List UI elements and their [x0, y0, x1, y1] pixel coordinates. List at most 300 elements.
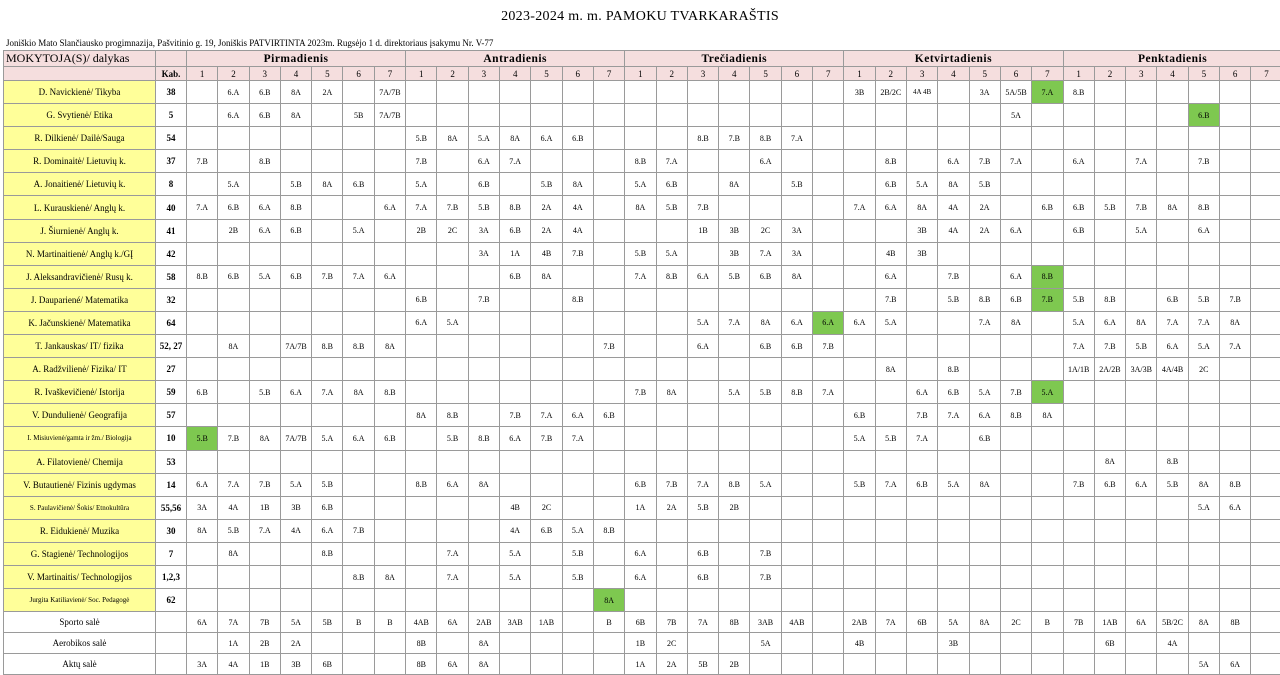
- lesson-cell: 7.A: [1032, 81, 1063, 104]
- lesson-cell: [468, 565, 499, 588]
- lesson-cell: [1094, 404, 1125, 427]
- lesson-cell: [719, 589, 750, 612]
- lesson-cell: [969, 565, 1000, 588]
- lesson-cell: [218, 589, 249, 612]
- hall-name: Sporto salė: [4, 612, 156, 633]
- lesson-cell: 5.B: [844, 473, 875, 496]
- period-number: 7: [1032, 67, 1063, 81]
- lesson-cell: [280, 565, 311, 588]
- lesson-cell: [437, 358, 468, 381]
- room-number: 27: [156, 358, 187, 381]
- lesson-cell: 5.B: [249, 381, 280, 404]
- lesson-cell: [1094, 219, 1125, 242]
- lesson-cell: [1126, 404, 1157, 427]
- lesson-cell: 1A: [625, 496, 656, 519]
- lesson-cell: [374, 496, 405, 519]
- lesson-cell: [1188, 81, 1219, 104]
- day-header: Trečiadienis: [625, 51, 844, 67]
- lesson-cell: 5.B: [218, 519, 249, 542]
- lesson-cell: [687, 173, 718, 196]
- lesson-cell: 7.B: [562, 242, 593, 265]
- lesson-cell: [1220, 242, 1251, 265]
- lesson-cell: 2A: [312, 81, 343, 104]
- lesson-cell: 1AB: [1094, 612, 1125, 633]
- teacher-row: [4, 196, 1280, 219]
- lesson-cell: 7A/7B: [374, 104, 405, 127]
- lesson-cell: 7.B: [719, 127, 750, 150]
- lesson-cell: [312, 589, 343, 612]
- lesson-cell: [1032, 473, 1063, 496]
- lesson-cell: 5.B: [437, 427, 468, 450]
- lesson-cell: [531, 381, 562, 404]
- lesson-cell: [1251, 589, 1280, 612]
- lesson-cell: [875, 127, 906, 150]
- lesson-cell: 7.B: [1126, 196, 1157, 219]
- lesson-cell: [374, 311, 405, 334]
- lesson-cell: 6.A: [312, 519, 343, 542]
- lesson-cell: [374, 589, 405, 612]
- lesson-cell: [813, 265, 844, 288]
- lesson-cell: 5.A: [1188, 335, 1219, 358]
- period-number: 5: [1188, 67, 1219, 81]
- lesson-cell: [187, 81, 218, 104]
- teacher-name: I. Misiuvienė/gamta ir žm./ Biologija: [4, 427, 156, 450]
- period-number: 1: [625, 67, 656, 81]
- lesson-cell: [593, 565, 624, 588]
- lesson-cell: [1157, 150, 1188, 173]
- lesson-cell: [844, 565, 875, 588]
- lesson-cell: 6.B: [500, 265, 531, 288]
- lesson-cell: [1094, 104, 1125, 127]
- lesson-cell: [1063, 173, 1094, 196]
- lesson-cell: [813, 173, 844, 196]
- lesson-cell: [1000, 654, 1031, 675]
- period-number: 4: [500, 67, 531, 81]
- lesson-cell: [1157, 427, 1188, 450]
- page-title: 2023-2024 m. m. PAMOKU TVARKARAŠTIS: [0, 9, 1280, 25]
- teacher-name: R. Dominaitė/ Lietuvių k.: [4, 150, 156, 173]
- lesson-cell: 1B: [249, 654, 280, 675]
- lesson-cell: 6.B: [1032, 196, 1063, 219]
- lesson-cell: [218, 565, 249, 588]
- lesson-cell: 3B: [938, 633, 969, 654]
- lesson-cell: 5.A: [500, 565, 531, 588]
- lesson-cell: [844, 496, 875, 519]
- lesson-cell: 5.A: [500, 542, 531, 565]
- lesson-cell: 5.A: [562, 519, 593, 542]
- teacher-row: [4, 288, 1280, 311]
- lesson-cell: [1063, 589, 1094, 612]
- lesson-cell: 5.A: [844, 427, 875, 450]
- lesson-cell: 8.B: [1094, 288, 1125, 311]
- teacher-row: [4, 473, 1280, 496]
- lesson-cell: [437, 335, 468, 358]
- lesson-cell: [625, 288, 656, 311]
- lesson-cell: 6.B: [969, 427, 1000, 450]
- lesson-cell: 3A: [468, 242, 499, 265]
- teacher-row: [4, 265, 1280, 288]
- lesson-cell: 8A: [625, 196, 656, 219]
- lesson-cell: 7.B: [343, 519, 374, 542]
- lesson-cell: 6.A: [406, 311, 437, 334]
- lesson-cell: 8.B: [687, 127, 718, 150]
- lesson-cell: 6.A: [813, 311, 844, 334]
- teacher-row: [4, 450, 1280, 473]
- lesson-cell: 6.A: [249, 196, 280, 219]
- lesson-cell: [593, 265, 624, 288]
- lesson-cell: 1A: [500, 242, 531, 265]
- room-number: 58: [156, 265, 187, 288]
- lesson-cell: 8.B: [1063, 81, 1094, 104]
- lesson-cell: 3B: [719, 242, 750, 265]
- lesson-cell: [1126, 589, 1157, 612]
- period-number: 1: [844, 67, 875, 81]
- lesson-cell: [1251, 381, 1280, 404]
- lesson-cell: 1B: [625, 633, 656, 654]
- lesson-cell: [187, 242, 218, 265]
- lesson-cell: 3B: [906, 242, 937, 265]
- lesson-cell: [562, 612, 593, 633]
- lesson-cell: 6.B: [656, 173, 687, 196]
- lesson-cell: 8A: [1126, 311, 1157, 334]
- lesson-cell: [249, 404, 280, 427]
- lesson-cell: [750, 81, 781, 104]
- lesson-cell: [1063, 519, 1094, 542]
- lesson-cell: [1032, 219, 1063, 242]
- period-number: 5: [312, 67, 343, 81]
- lesson-cell: 6.A: [280, 381, 311, 404]
- lesson-cell: [969, 654, 1000, 675]
- lesson-cell: 6.B: [687, 565, 718, 588]
- lesson-cell: [875, 654, 906, 675]
- lesson-cell: [781, 450, 812, 473]
- lesson-cell: [719, 104, 750, 127]
- lesson-cell: [1251, 542, 1280, 565]
- lesson-cell: 2C: [1188, 358, 1219, 381]
- lesson-cell: 6B: [312, 654, 343, 675]
- lesson-cell: [249, 450, 280, 473]
- lesson-cell: 1B: [687, 219, 718, 242]
- teacher-name: S. Paulavičienė/ Šokis/ Etnokultūra: [4, 496, 156, 519]
- lesson-cell: [969, 496, 1000, 519]
- lesson-cell: [374, 242, 405, 265]
- lesson-cell: [1063, 654, 1094, 675]
- teacher-name: K. Jačunskienė/ Matematika: [4, 311, 156, 334]
- lesson-cell: [1032, 173, 1063, 196]
- lesson-cell: [406, 450, 437, 473]
- lesson-cell: 5B/2C: [1157, 612, 1188, 633]
- lesson-cell: 6.A: [374, 265, 405, 288]
- lesson-cell: [562, 654, 593, 675]
- lesson-cell: [374, 288, 405, 311]
- lesson-cell: [187, 127, 218, 150]
- lesson-cell: 8.B: [406, 473, 437, 496]
- lesson-cell: [1251, 242, 1280, 265]
- teacher-name: R. Dilkienė/ Dailė/Sauga: [4, 127, 156, 150]
- lesson-cell: [1032, 565, 1063, 588]
- lesson-cell: 6A: [437, 612, 468, 633]
- lesson-cell: [1157, 381, 1188, 404]
- lesson-cell: 6.A: [687, 335, 718, 358]
- lesson-cell: [656, 450, 687, 473]
- lesson-cell: 7.A: [719, 311, 750, 334]
- lesson-cell: 5.B: [969, 173, 1000, 196]
- lesson-cell: [1094, 381, 1125, 404]
- lesson-cell: 8A: [468, 473, 499, 496]
- lesson-cell: [1032, 104, 1063, 127]
- lesson-cell: [1063, 265, 1094, 288]
- lesson-cell: [625, 311, 656, 334]
- lesson-cell: 4B: [844, 633, 875, 654]
- lesson-cell: 7B: [249, 612, 280, 633]
- lesson-cell: [343, 589, 374, 612]
- lesson-cell: 5.B: [468, 196, 499, 219]
- lesson-cell: [1220, 150, 1251, 173]
- lesson-cell: 8.B: [938, 358, 969, 381]
- lesson-cell: 5.A: [1032, 381, 1063, 404]
- room-number: 55,56: [156, 496, 187, 519]
- lesson-cell: [625, 358, 656, 381]
- room-column-header: Kab.: [156, 67, 187, 81]
- lesson-cell: 6.B: [249, 81, 280, 104]
- lesson-cell: 4A: [1157, 633, 1188, 654]
- lesson-cell: [938, 496, 969, 519]
- lesson-cell: 5A: [280, 612, 311, 633]
- lesson-cell: [1126, 565, 1157, 588]
- lesson-cell: [562, 265, 593, 288]
- lesson-cell: 8.B: [437, 404, 468, 427]
- header-blank: [4, 67, 156, 81]
- lesson-cell: 6.B: [906, 473, 937, 496]
- teacher-name: D. Navickienė/ Tikyba: [4, 81, 156, 104]
- lesson-cell: 3B: [280, 496, 311, 519]
- lesson-cell: 8.B: [500, 196, 531, 219]
- lesson-cell: [280, 311, 311, 334]
- lesson-cell: 5.A: [218, 173, 249, 196]
- lesson-cell: [249, 127, 280, 150]
- lesson-cell: [249, 288, 280, 311]
- lesson-cell: [813, 242, 844, 265]
- lesson-cell: [969, 519, 1000, 542]
- lesson-cell: B: [343, 612, 374, 633]
- lesson-cell: [781, 589, 812, 612]
- lesson-cell: [687, 104, 718, 127]
- lesson-cell: 6.B: [1063, 219, 1094, 242]
- lesson-cell: [813, 219, 844, 242]
- lesson-cell: 8A: [218, 335, 249, 358]
- lesson-cell: [500, 81, 531, 104]
- period-number: 2: [656, 67, 687, 81]
- lesson-cell: [343, 654, 374, 675]
- period-number: 5: [969, 67, 1000, 81]
- lesson-cell: [593, 542, 624, 565]
- lesson-cell: [1157, 127, 1188, 150]
- lesson-cell: [687, 358, 718, 381]
- lesson-cell: 2A: [969, 196, 1000, 219]
- hall-name: Aerobikos salė: [4, 633, 156, 654]
- lesson-cell: 4AB: [406, 612, 437, 633]
- lesson-cell: [593, 654, 624, 675]
- lesson-cell: 6.A: [781, 311, 812, 334]
- teacher-column-header: MOKYTOJA(S)/ dalykas: [4, 51, 156, 67]
- lesson-cell: 6B: [1094, 633, 1125, 654]
- lesson-cell: [719, 404, 750, 427]
- lesson-cell: [1188, 565, 1219, 588]
- lesson-cell: [938, 427, 969, 450]
- lesson-cell: [1126, 633, 1157, 654]
- lesson-cell: 6A: [1126, 612, 1157, 633]
- lesson-cell: [1126, 81, 1157, 104]
- header-blank: [156, 51, 187, 67]
- lesson-cell: 5.A: [280, 473, 311, 496]
- period-number: 4: [719, 67, 750, 81]
- lesson-cell: [938, 242, 969, 265]
- lesson-cell: [312, 104, 343, 127]
- lesson-cell: [531, 565, 562, 588]
- lesson-cell: 8.B: [1220, 473, 1251, 496]
- lesson-cell: [719, 633, 750, 654]
- day-header: Antradienis: [406, 51, 625, 67]
- lesson-cell: 6.B: [500, 219, 531, 242]
- lesson-cell: [1000, 358, 1031, 381]
- lesson-cell: 7.B: [593, 335, 624, 358]
- lesson-cell: 7A/7B: [280, 427, 311, 450]
- lesson-cell: 2B: [719, 496, 750, 519]
- lesson-cell: [187, 565, 218, 588]
- lesson-cell: B: [374, 612, 405, 633]
- lesson-cell: [343, 450, 374, 473]
- lesson-cell: [906, 542, 937, 565]
- period-number: 4: [280, 67, 311, 81]
- lesson-cell: [1063, 633, 1094, 654]
- lesson-cell: [468, 404, 499, 427]
- lesson-cell: [1063, 104, 1094, 127]
- lesson-cell: [1157, 542, 1188, 565]
- lesson-cell: [813, 127, 844, 150]
- lesson-cell: [280, 450, 311, 473]
- lesson-cell: [406, 81, 437, 104]
- lesson-cell: [312, 358, 343, 381]
- lesson-cell: [593, 358, 624, 381]
- lesson-cell: B: [593, 612, 624, 633]
- lesson-cell: [813, 150, 844, 173]
- lesson-cell: [1032, 654, 1063, 675]
- lesson-cell: [187, 404, 218, 427]
- lesson-cell: [406, 381, 437, 404]
- period-number: 6: [562, 67, 593, 81]
- lesson-cell: [187, 104, 218, 127]
- lesson-cell: [906, 519, 937, 542]
- lesson-cell: [1032, 311, 1063, 334]
- lesson-cell: 6.A: [1000, 265, 1031, 288]
- lesson-cell: 8.B: [312, 335, 343, 358]
- lesson-cell: [1000, 496, 1031, 519]
- lesson-cell: 5.B: [1063, 288, 1094, 311]
- teacher-name: T. Jankauskas/ IT/ fizika: [4, 335, 156, 358]
- teacher-row: [4, 219, 1280, 242]
- lesson-cell: [1032, 496, 1063, 519]
- lesson-cell: [500, 288, 531, 311]
- lesson-cell: 4B: [531, 242, 562, 265]
- room-number: 38: [156, 81, 187, 104]
- lesson-cell: [656, 404, 687, 427]
- lesson-cell: 8.B: [343, 565, 374, 588]
- lesson-cell: [1094, 127, 1125, 150]
- lesson-cell: 6.A: [1000, 219, 1031, 242]
- lesson-cell: [249, 311, 280, 334]
- teacher-row: [4, 150, 1280, 173]
- lesson-cell: 8A: [1188, 612, 1219, 633]
- lesson-cell: 6.B: [280, 219, 311, 242]
- lesson-cell: 8.B: [1157, 450, 1188, 473]
- lesson-cell: 3B: [719, 219, 750, 242]
- lesson-cell: [187, 173, 218, 196]
- lesson-cell: [1220, 519, 1251, 542]
- lesson-cell: [562, 81, 593, 104]
- lesson-cell: [593, 196, 624, 219]
- lesson-cell: 6.B: [187, 381, 218, 404]
- lesson-cell: [1188, 450, 1219, 473]
- lesson-cell: 8A: [781, 265, 812, 288]
- lesson-cell: 5.B: [781, 173, 812, 196]
- lesson-cell: [500, 654, 531, 675]
- lesson-cell: 5.A: [875, 311, 906, 334]
- lesson-cell: [1063, 496, 1094, 519]
- lesson-cell: [187, 358, 218, 381]
- lesson-cell: [1094, 150, 1125, 173]
- lesson-cell: [343, 404, 374, 427]
- lesson-cell: 4A: [218, 496, 249, 519]
- lesson-cell: [938, 654, 969, 675]
- lesson-cell: [938, 542, 969, 565]
- lesson-cell: [781, 427, 812, 450]
- lesson-cell: [374, 450, 405, 473]
- lesson-cell: [531, 358, 562, 381]
- lesson-cell: [969, 589, 1000, 612]
- lesson-cell: [374, 473, 405, 496]
- lesson-cell: 8.B: [562, 288, 593, 311]
- lesson-cell: [781, 288, 812, 311]
- lesson-cell: [374, 358, 405, 381]
- lesson-cell: 5.A: [1188, 496, 1219, 519]
- lesson-cell: [1032, 519, 1063, 542]
- lesson-cell: 5.B: [187, 427, 218, 450]
- lesson-cell: [1251, 127, 1280, 150]
- lesson-cell: [218, 288, 249, 311]
- lesson-cell: [1251, 150, 1280, 173]
- lesson-cell: [1000, 242, 1031, 265]
- lesson-cell: 8A: [875, 358, 906, 381]
- lesson-cell: 8.B: [343, 335, 374, 358]
- lesson-cell: 6B: [625, 612, 656, 633]
- lesson-cell: [249, 358, 280, 381]
- hall-row: [4, 654, 1280, 675]
- lesson-cell: 8.B: [625, 150, 656, 173]
- lesson-cell: 2A: [531, 196, 562, 219]
- lesson-cell: [468, 265, 499, 288]
- lesson-cell: [500, 473, 531, 496]
- lesson-cell: [625, 450, 656, 473]
- lesson-cell: 3B: [844, 81, 875, 104]
- lesson-cell: 8A: [1000, 311, 1031, 334]
- school-approval-line: Joniškio Mato Slančiausko progimnazija, Pašvitinio g. 19, Joniškis PATVIRTINTA 2023m. Rugsėjo 1 d. direktoriaus įsakymu Nr. V-77: [6, 38, 493, 48]
- lesson-cell: [437, 81, 468, 104]
- lesson-cell: [562, 450, 593, 473]
- lesson-cell: [468, 104, 499, 127]
- lesson-cell: [1157, 589, 1188, 612]
- lesson-cell: 7.B: [813, 335, 844, 358]
- lesson-cell: [1126, 173, 1157, 196]
